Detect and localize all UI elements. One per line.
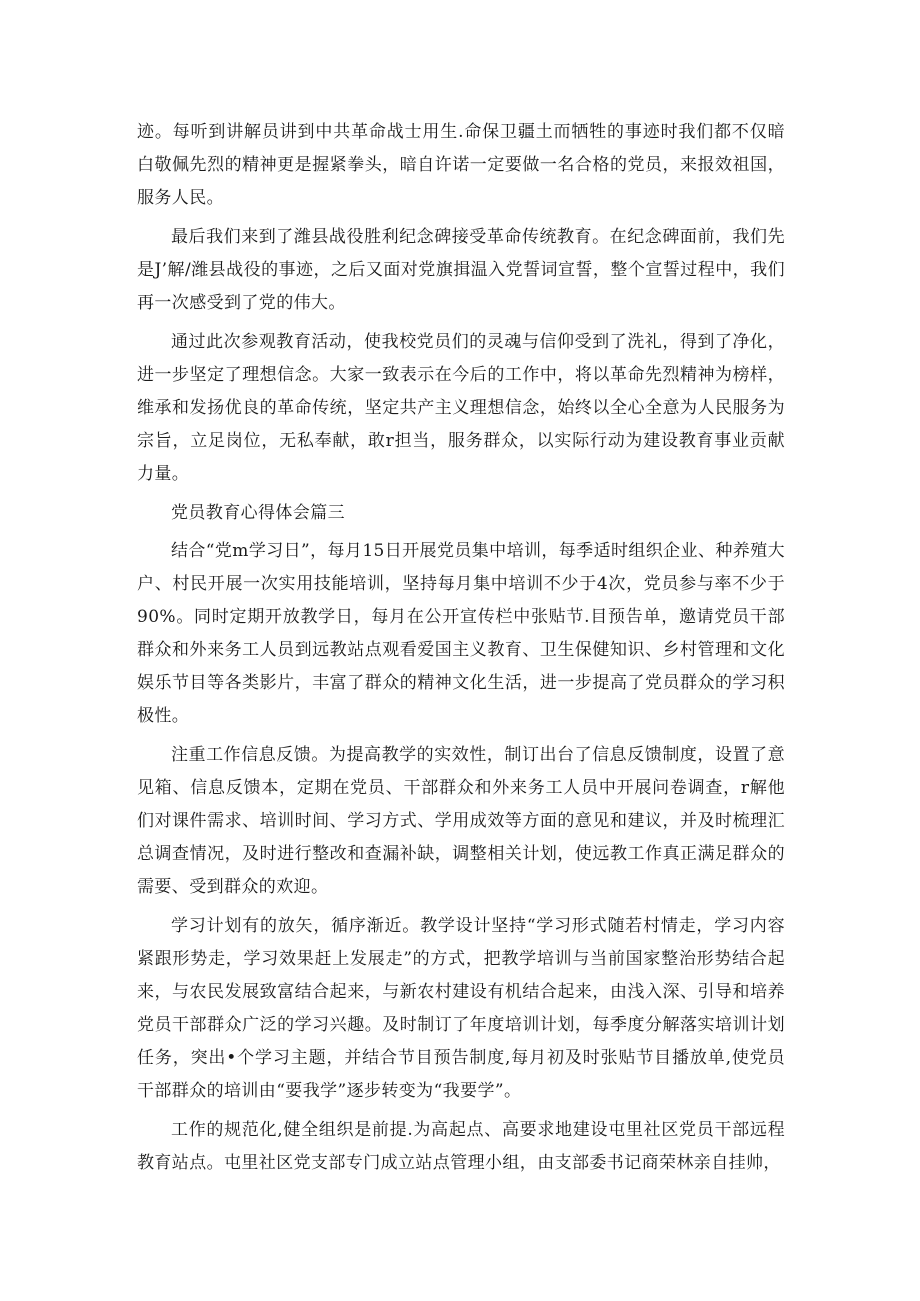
paragraph-conclusion: 通过此次参观教育活动，使我校党员们的灵魂与信仰受到了洗礼，得到了净化，进一步坚定了理想信念。大家一致表示在今后的工作中，将以革命先烈精神为榜样，维承和发扬优良的革命传统，坚定共产主义理想信念，始终以全心全意为人民服务为宗旨，立足岗位，无私奉献，敢r担当，服务群众，以实际行动为建设教育事业贡献力量。 [137,332,785,484]
paragraph-organization: 工作的规范化,健全组织是前提.为高起点、高要求地建设屯里社区党员干部远程教育站点。屯里社区党支部专门成立站点管理小组，由支部委书记商荣林亲自挂帅， [137,1120,785,1173]
paragraph-feedback: 注重工作信息反馈。为提高教学的实效性，制订出台了信息反馈制度，设置了意见箱、信息反馈本，定期在党员、干部群众和外来务工人员中开展问卷调查，r解他们对课件需求、培训时间、学习方式、学用成效等方面的意见和建议，并及时梳理汇总调查情况，及时进行整改和查漏补缺，调整相关计划，使远教工作真正满足群众的需要、受到群众的欢迎。 [137,745,785,897]
paragraph-memorial: 最后我们来到了潍县战役胜利纪念碑接受革命传统教育。在纪念碑面前，我们先是J’解/潍县战役的事迹，之后又面对党旗揖温入党誓词宣誓，整个宣誓过程中，我们再一次感受到了党的伟大。 [137,227,785,313]
paragraph-study-plan: 学习计划有的放矢，循序渐近。教学设计坚持“学习形式随若村情走，学习内容紧跟形势走，学习效果赶上发展走”的方式，把教学培训与当前国家整治形势结合起来，与农民发展致富结合起来，与新农村建设有机结合起来，由浅入深、引导和培养党员干部群众广泛的学习兴趣。及时制订了年度培训计划，每季度分解落实培训计划任务，突出•个学习主题，并结合节目预告制度,每月初及时张贴节目播放单,使党员干部群众的培训由“要我学”逐步转变为“我要学”。 [137,916,785,1101]
document-page [137,116,785,1186]
section-heading: 党员教育心得体会篇三 [171,503,345,523]
paragraph-study-day: 结合“党m学习日”，每月15日开展党员集中培训，每季适时组织企业、种养殖大户、村民开展一次实用技能培训，坚持每月集中培训不少于4次，党员参与率不少于90%。同时定期开放教学日，每月在公开宣传栏中张贴节.目预告单，邀请党员干部群众和外来务工人员到远教站点观看爱国主义教育、卫生保健知识、乡村管理和文化娱乐节目等各类影片，丰富了群众的精神文化生活，进一步提高了党员群众的学习积极性。 [137,541,785,726]
paragraph-continued: 迹。每听到讲解员讲到中共革命战士用生.命保卫疆土而牺牲的事迹时我们都不仅暗白敬佩先烈的精神更是握紧拳头，暗自许诺一定要做一名合格的党员，来报效祖国，服务人民。 [137,122,785,208]
